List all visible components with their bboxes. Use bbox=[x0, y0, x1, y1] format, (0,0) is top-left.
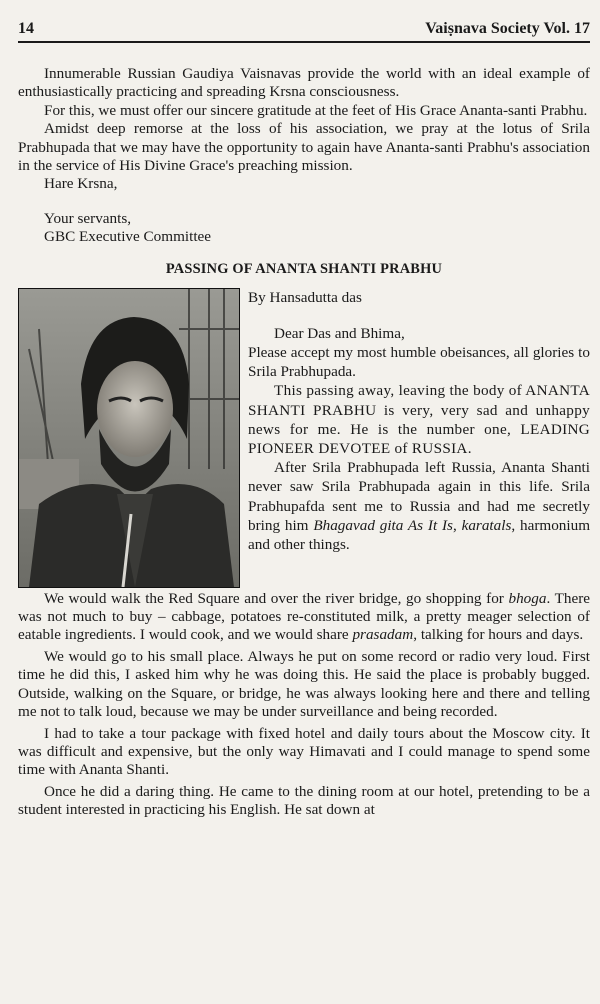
closing: Hare Krsna, bbox=[44, 175, 118, 193]
page-number: 14 bbox=[18, 20, 34, 37]
article-paragraph: We would go to his small place. Always he put on some record or radio very loud. First time he did this, I asked him why he was doing this. He said the place is probably bugged. Outside, walking on the Square, or bridge, he was always looking here and there and telling me not to talk loud, because we may be under surveillance and being recorded. bbox=[18, 647, 590, 721]
document-page bbox=[18, 20, 590, 823]
article-paragraph: Once he did a daring thing. He came to the dining room at our hotel, pretending to be a student interested in practicing his English. He sat down at bbox=[18, 782, 590, 819]
page-header bbox=[18, 20, 590, 43]
byline: By Hansadutta das bbox=[248, 288, 362, 306]
intro-section bbox=[18, 65, 590, 247]
intro-paragraph: Innumerable Russian Gaudiya Vaisnavas provide the world with an ideal example of enthusiastically practicing and spreading Krsna consciousness. bbox=[18, 65, 590, 101]
photo-row bbox=[18, 288, 590, 588]
instrument-term: karatals bbox=[461, 516, 512, 534]
article-paragraph: Please accept my most humble obeisances, all glories to Srila Prabhupada. bbox=[248, 344, 590, 381]
article-continuation bbox=[18, 590, 590, 820]
article-paragraph: We would walk the Red Square and over the river bridge, go shopping for bhoga. There was not much to buy – cabbage, potatoes re-constituted milk, a pretty meager selection of eatable ingredients. I would cook, and we would share prasadam, talking for hours and days. bbox=[18, 589, 591, 644]
book-title: Bhagavad gita As It Is bbox=[313, 516, 453, 534]
term-prasadam: prasadam bbox=[352, 626, 414, 644]
signatory: GBC Executive Committee bbox=[44, 228, 212, 246]
intro-paragraph: Amidst deep remorse at the loss of his association, we pray at the lotus of Srila Prabhupada that we may have the opportunity to again have Ananta-santi Prabhu's association in the service of His Divine Grace's preaching mission. bbox=[18, 120, 590, 175]
article-paragraph: This passing away, leaving the body of ANANTA SHANTI PRABHU is very, very sad and unhappy news for me. He is the number one, LEADING PIONEER DEVOTEE of RUSSIA. bbox=[248, 382, 590, 458]
term-bhoga: bhoga bbox=[508, 589, 547, 607]
intro-paragraph: For this, we must offer our sincere gratitude at the feet of His Grace Ananta-santi Prabhu. bbox=[44, 101, 588, 119]
article-paragraph: I had to take a tour package with fixed hotel and daily tours about the Moscow city. It was difficult and expensive, but the only way Himavati and I could manage to spend some time with Ananta Shanti. bbox=[18, 724, 590, 779]
photo-side-text bbox=[248, 288, 590, 588]
signoff bbox=[18, 175, 590, 246]
portrait-illustration bbox=[19, 289, 239, 587]
salutation: Dear Das and Bhima, bbox=[274, 324, 405, 342]
portrait-photo bbox=[18, 288, 240, 588]
signature-line: Your servants, bbox=[44, 209, 132, 227]
article-paragraph: After Srila Prabhupada left Russia, Ananta Shanti never saw Srila Prabhupada again in this life. Srila Prabhupafda sent me to Russia and had me secretly bring him Bhagavad gita As It Is, karatals, harmonium and other things. bbox=[248, 459, 591, 554]
publication-title: Vaiṣnava Society Vol. 17 bbox=[425, 20, 590, 37]
article-heading: PASSING OF ANANTA SHANTI PRABHU bbox=[165, 260, 443, 277]
